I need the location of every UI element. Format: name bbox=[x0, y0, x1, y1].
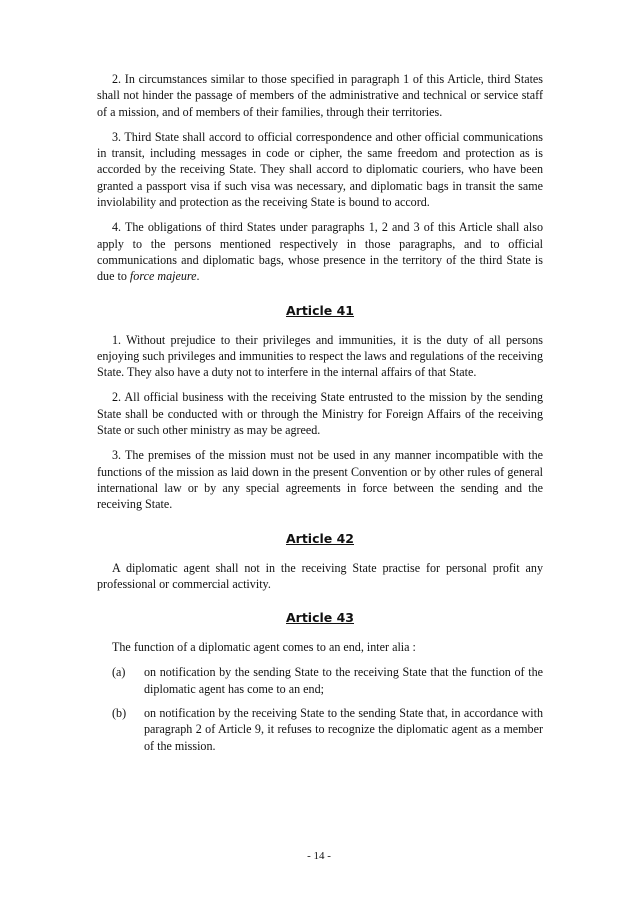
paragraph-article40-3: 3. Third State shall accord to official correspondence and other official communications in transit, including messages in code or cipher, the same freedom and protection as is accorded by the receiving State. They shall accord to diplomatic couriers, who have been granted a passport visa if such visa was necessary, and diplomatic bags in transit the same inviolability and protection as the receiving State is bound to accord. bbox=[97, 129, 543, 210]
article-41-heading: Article 41 bbox=[285, 302, 355, 318]
paragraph-article41-2: 2. All official business with the receiving State entrusted to the mission by the sending State shall be conducted with or through the Ministry for Foreign Affairs of the receiving State or such other ministry as may be agreed. bbox=[97, 390, 543, 438]
page-content bbox=[97, 71, 543, 762]
paragraph-article42-1: A diplomatic agent shall not in the receiving State practise for personal profit any professional or commercial activity. bbox=[97, 560, 543, 591]
list-item-text: on notification by the sending State to the receiving State that the function of the diplomatic agent has come to an end; bbox=[144, 665, 543, 696]
paragraph-text-end: . bbox=[196, 269, 200, 284]
paragraph-article40-2: 2. In circumstances similar to those specified in paragraph 1 of this Article, third States shall not hinder the passage of members of the administrative and technical or service staff of a mission, and of members of their families, through their territories. bbox=[97, 72, 543, 119]
list-item-label: (a) bbox=[112, 665, 126, 680]
paragraph-article40-4 bbox=[97, 219, 543, 284]
paragraph-article41-1: 1. Without prejudice to their privileges and immunities, it is the duty of all persons enjoying such privileges and immunities to respect the laws and regulations of the receiving State. They also have a duty not to interfere in the internal affairs of that State. bbox=[97, 332, 543, 380]
list-item-label: (b) bbox=[112, 706, 127, 721]
list-item bbox=[97, 664, 543, 697]
paragraph-text: 4. The obligations of third States under paragraphs 1, 2 and 3 of this Article shall also apply to the persons mentioned respectively in those paragraphs, and to official communications and diplomatic bags, whose presence in the territory of the third State is due to bbox=[97, 220, 543, 284]
paragraph-article41-3: 3. The premises of the mission must not be used in any manner incompatible with the functions of the mission as laid down in the present Convention or by other rules of general international law or by any special agreements in force between the sending and the receiving State. bbox=[97, 448, 543, 512]
article-43-intro: The function of a diplomatic agent comes to an end, inter alia : bbox=[112, 640, 416, 655]
list-item bbox=[97, 705, 543, 754]
page-number: - 14 - bbox=[307, 850, 331, 862]
article-43-heading: Article 43 bbox=[285, 610, 355, 626]
article-42-heading: Article 42 bbox=[285, 530, 355, 546]
emphasis-text: force majeure bbox=[129, 269, 197, 284]
list-item-text: on notification by the receiving State to the sending State that, in accordance with paragraph 2 of Article 9, it refuses to recognize the diplomatic agent as a member of the mission. bbox=[144, 706, 543, 753]
